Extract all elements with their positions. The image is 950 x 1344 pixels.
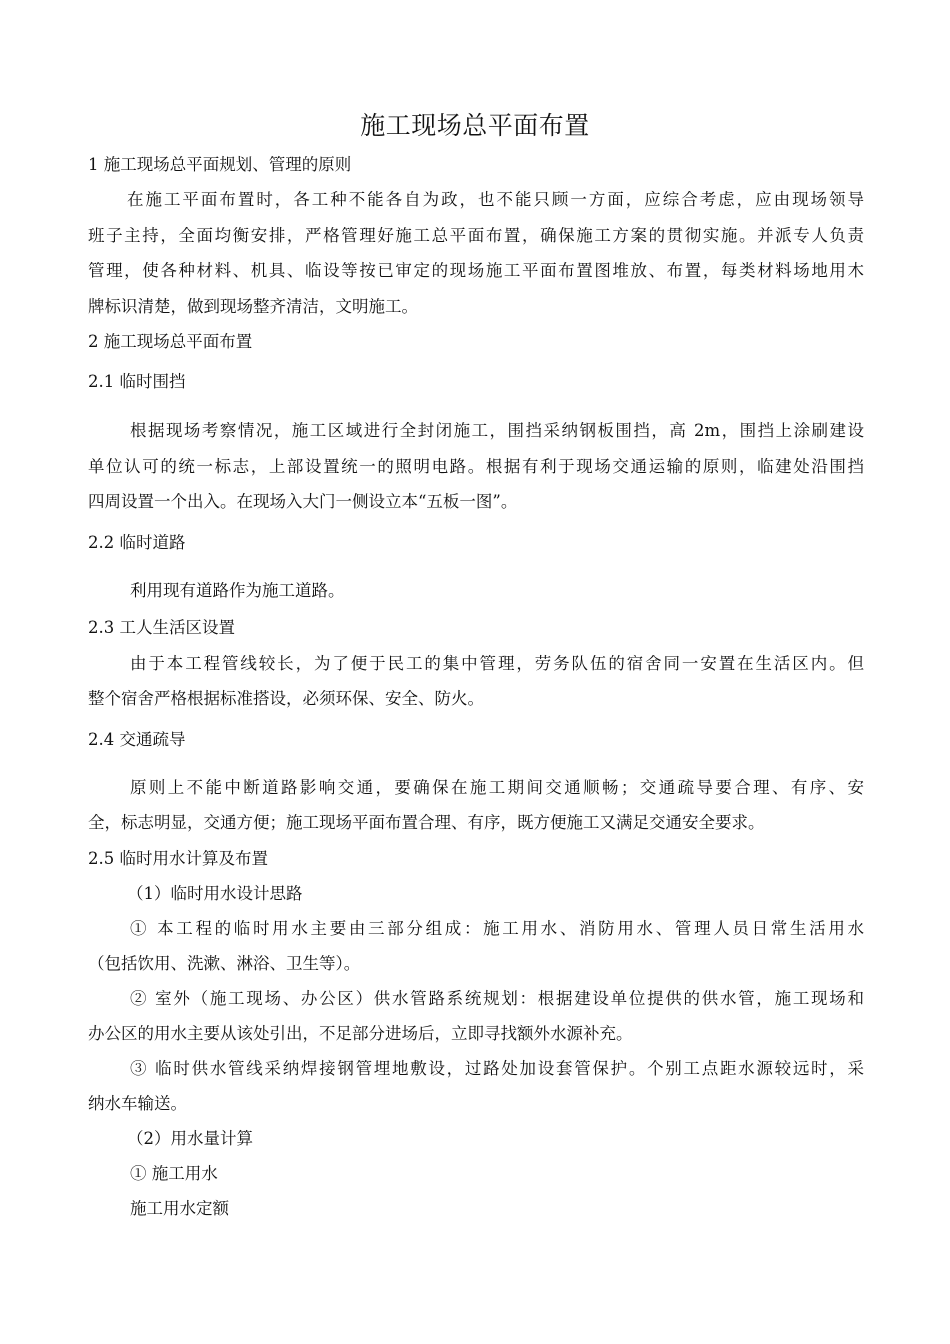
text-line: 2.4 交通疏导 xyxy=(88,730,186,749)
text-line: 单位认可的统一标志，上部设置统一的照明电路。根据有利于现场交通运输的原则，临建处沿围挡 xyxy=(88,457,864,476)
text-line: 施工用水定额 xyxy=(130,1199,229,1218)
text-line: 在施工平面布置时，各工种不能各自为政，也不能只顾一方面，应综合考虑，应由现场领导 xyxy=(127,190,864,209)
text-line: 1 施工现场总平面规划、管理的原则 xyxy=(88,155,352,174)
text-line: ① 施工用水 xyxy=(130,1164,218,1183)
text-line: 2.3 工人生活区设置 xyxy=(88,618,235,637)
text-line: 2.5 临时用水计算及布置 xyxy=(88,849,268,868)
text-line: 办公区的用水主要从该处引出，不足部分进场后，立即寻找额外水源补充。 xyxy=(88,1024,633,1043)
text-line: 2.2 临时道路 xyxy=(88,533,186,552)
page-title: 施工现场总平面布置 xyxy=(360,111,590,140)
text-line: 全，标志明显，交通方便；施工现场平面布置合理、有序，既方便施工又满足交通安全要求。 xyxy=(88,813,765,832)
text-line: 由于本工程管线较长，为了便于民工的集中管理，劳务队伍的宿舍同一安置在生活区内。但 xyxy=(130,654,864,673)
text-line: 纳水车输送。 xyxy=(88,1094,187,1113)
text-line: ② 室外（施工现场、办公区）供水管路系统规划：根据建设单位提供的供水管，施工现场和 xyxy=(130,989,864,1008)
text-line: 利用现有道路作为施工道路。 xyxy=(130,581,345,600)
text-line: 四周设置一个出入。在现场入大门一侧设立本“五板一图”。 xyxy=(88,492,518,511)
text-line: ① 本工程的临时用水主要由三部分组成：施工用水、消防用水、管理人员日常生活用水 xyxy=(130,919,864,938)
text-line: 原则上不能中断道路影响交通，要确保在施工期间交通顺畅；交通疏导要合理、有序、安 xyxy=(130,778,864,797)
text-line: 2 施工现场总平面布置 xyxy=(88,332,253,351)
text-line: 管理，使各种材料、机具、临设等按已审定的现场施工平面布置图堆放、布置，每类材料场地用木 xyxy=(88,261,864,280)
text-line: 2.1 临时围挡 xyxy=(88,372,186,391)
text-line: （包括饮用、洗漱、淋浴、卫生等）。 xyxy=(88,954,361,973)
text-line: ③ 临时供水管线采纳焊接钢管埋地敷设，过路处加设套管保护。个别工点距水源较远时，采 xyxy=(130,1059,864,1078)
text-line: 班子主持，全面均衡安排，严格管理好施工总平面布置，确保施工方案的贯彻实施。并派专人负责 xyxy=(88,226,864,245)
text-line: （1）临时用水设计思路 xyxy=(127,884,303,903)
text-line: 根据现场考察情况，施工区域进行全封闭施工，围挡采纳钢板围挡，高 2m，围挡上涂刷建设 xyxy=(130,421,864,440)
text-line: 整个宿舍严格根据标准搭设，必须环保、安全、防火。 xyxy=(88,689,484,708)
text-line: 牌标识清楚，做到现场整齐清洁，文明施工。 xyxy=(88,297,418,316)
text-line: （2）用水量计算 xyxy=(127,1129,253,1148)
